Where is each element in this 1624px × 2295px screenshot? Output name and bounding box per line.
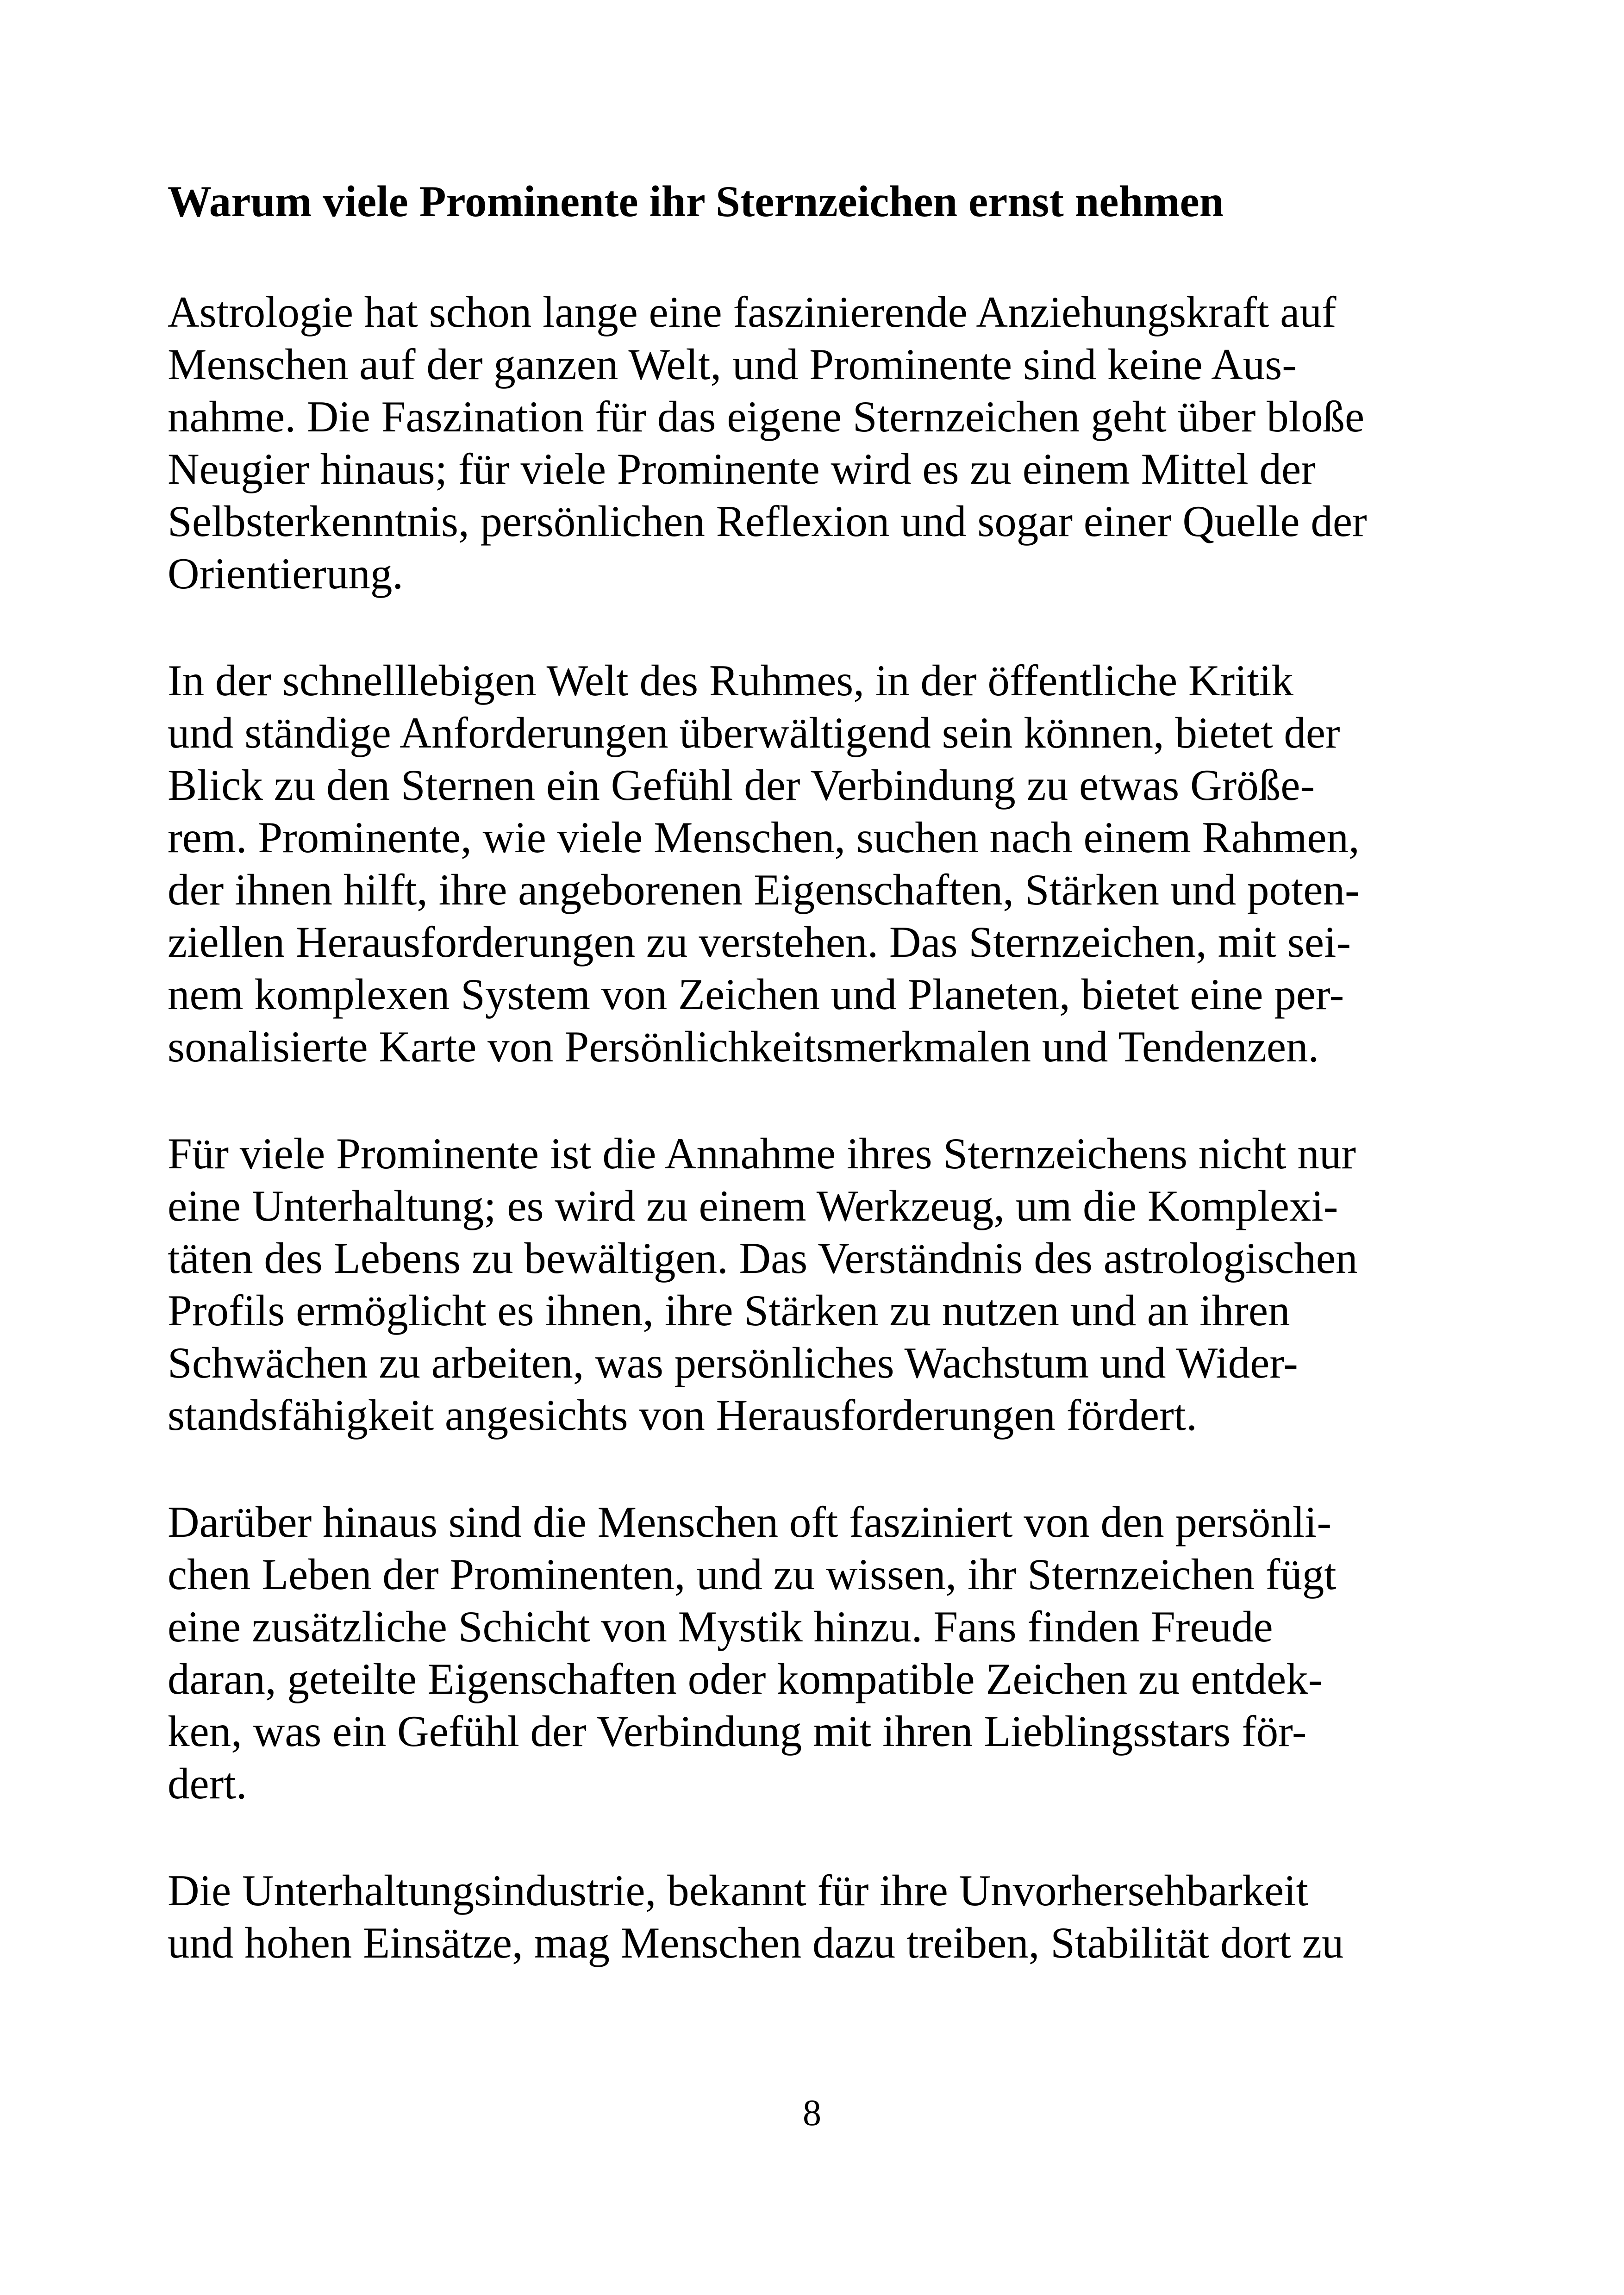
text-line: ken, was ein Gefühl der Verbindung mit ihren Lieblingsstars för- bbox=[168, 1707, 1307, 1756]
text-line: dert. bbox=[168, 1759, 247, 1808]
text-line: Astrologie hat schon lange eine faszinierende Anziehungskraft auf bbox=[168, 287, 1337, 337]
paragraph-2 bbox=[168, 655, 1464, 1073]
text-line: Menschen auf der ganzen Welt, und Prominente sind keine Aus- bbox=[168, 340, 1297, 389]
text-line: Orientierung. bbox=[168, 549, 404, 598]
text-line: rem. Prominente, wie viele Menschen, suchen nach einem Rahmen, bbox=[168, 813, 1360, 862]
text-line: Schwächen zu arbeiten, was persönliches Wachstum und Wider- bbox=[168, 1338, 1298, 1387]
text-line: Darüber hinaus sind die Menschen oft fasziniert von den persönli- bbox=[168, 1497, 1332, 1547]
paragraph-3 bbox=[168, 1128, 1464, 1441]
text-line: Selbsterkenntnis, persönlichen Reflexion und sogar einer Quelle der bbox=[168, 497, 1367, 546]
text-line: eine Unterhaltung; es wird zu einem Werkzeug, um die Komplexi- bbox=[168, 1181, 1338, 1230]
text-line: In der schnelllebigen Welt des Ruhmes, in der öffentliche Kritik bbox=[168, 656, 1293, 705]
text-line: und hohen Einsätze, mag Menschen dazu treiben, Stabilität dort zu bbox=[168, 1918, 1344, 1967]
text-line: täten des Lebens zu bewältigen. Das Verständnis des astrologischen bbox=[168, 1234, 1358, 1283]
text-line: daran, geteilte Eigenschaften oder kompatible Zeichen zu entdek- bbox=[168, 1654, 1323, 1703]
text-line: eine zusätzliche Schicht von Mystik hinzu. Fans finden Freude bbox=[168, 1602, 1273, 1651]
text-line: und ständige Anforderungen überwältigend sein können, bietet der bbox=[168, 708, 1340, 757]
text-line: Profils ermöglicht es ihnen, ihre Stärken zu nutzen und an ihren bbox=[168, 1286, 1290, 1335]
page-content bbox=[168, 176, 1464, 2024]
text-line: chen Leben der Prominenten, und zu wissen, ihr Sternzeichen fügt bbox=[168, 1550, 1337, 1599]
text-line: nahme. Die Faszination für das eigene Sternzeichen geht über bloße bbox=[168, 392, 1365, 441]
page-number: 8 bbox=[803, 2093, 821, 2133]
text-line: Neugier hinaus; für viele Prominente wird es zu einem Mittel der bbox=[168, 444, 1316, 493]
text-line: Blick zu den Sternen ein Gefühl der Verbindung zu etwas Größe- bbox=[168, 761, 1315, 810]
text-line: nem komplexen System von Zeichen und Planeten, bietet eine per- bbox=[168, 970, 1344, 1019]
chapter-title: Warum viele Prominente ihr Sternzeichen ernst nehmen bbox=[168, 177, 1224, 226]
text-line: standsfähigkeit angesichts von Herausforderungen fördert. bbox=[168, 1391, 1197, 1440]
paragraph-5 bbox=[168, 1865, 1464, 1969]
paragraph-4 bbox=[168, 1496, 1464, 1810]
text-line: Für viele Prominente ist die Annahme ihres Sternzeichens nicht nur bbox=[168, 1129, 1356, 1178]
text-line: ziellen Herausforderungen zu verstehen. Das Sternzeichen, mit sei- bbox=[168, 917, 1351, 967]
text-line: Die Unterhaltungsindustrie, bekannt für ihre Unvorhersehbarkeit bbox=[168, 1866, 1308, 1915]
paragraph-1 bbox=[168, 286, 1464, 600]
text-line: der ihnen hilft, ihre angeborenen Eigenschaften, Stärken und poten- bbox=[168, 865, 1360, 914]
text-line: sonalisierte Karte von Persönlichkeitsmerkmalen und Tendenzen. bbox=[168, 1022, 1319, 1071]
